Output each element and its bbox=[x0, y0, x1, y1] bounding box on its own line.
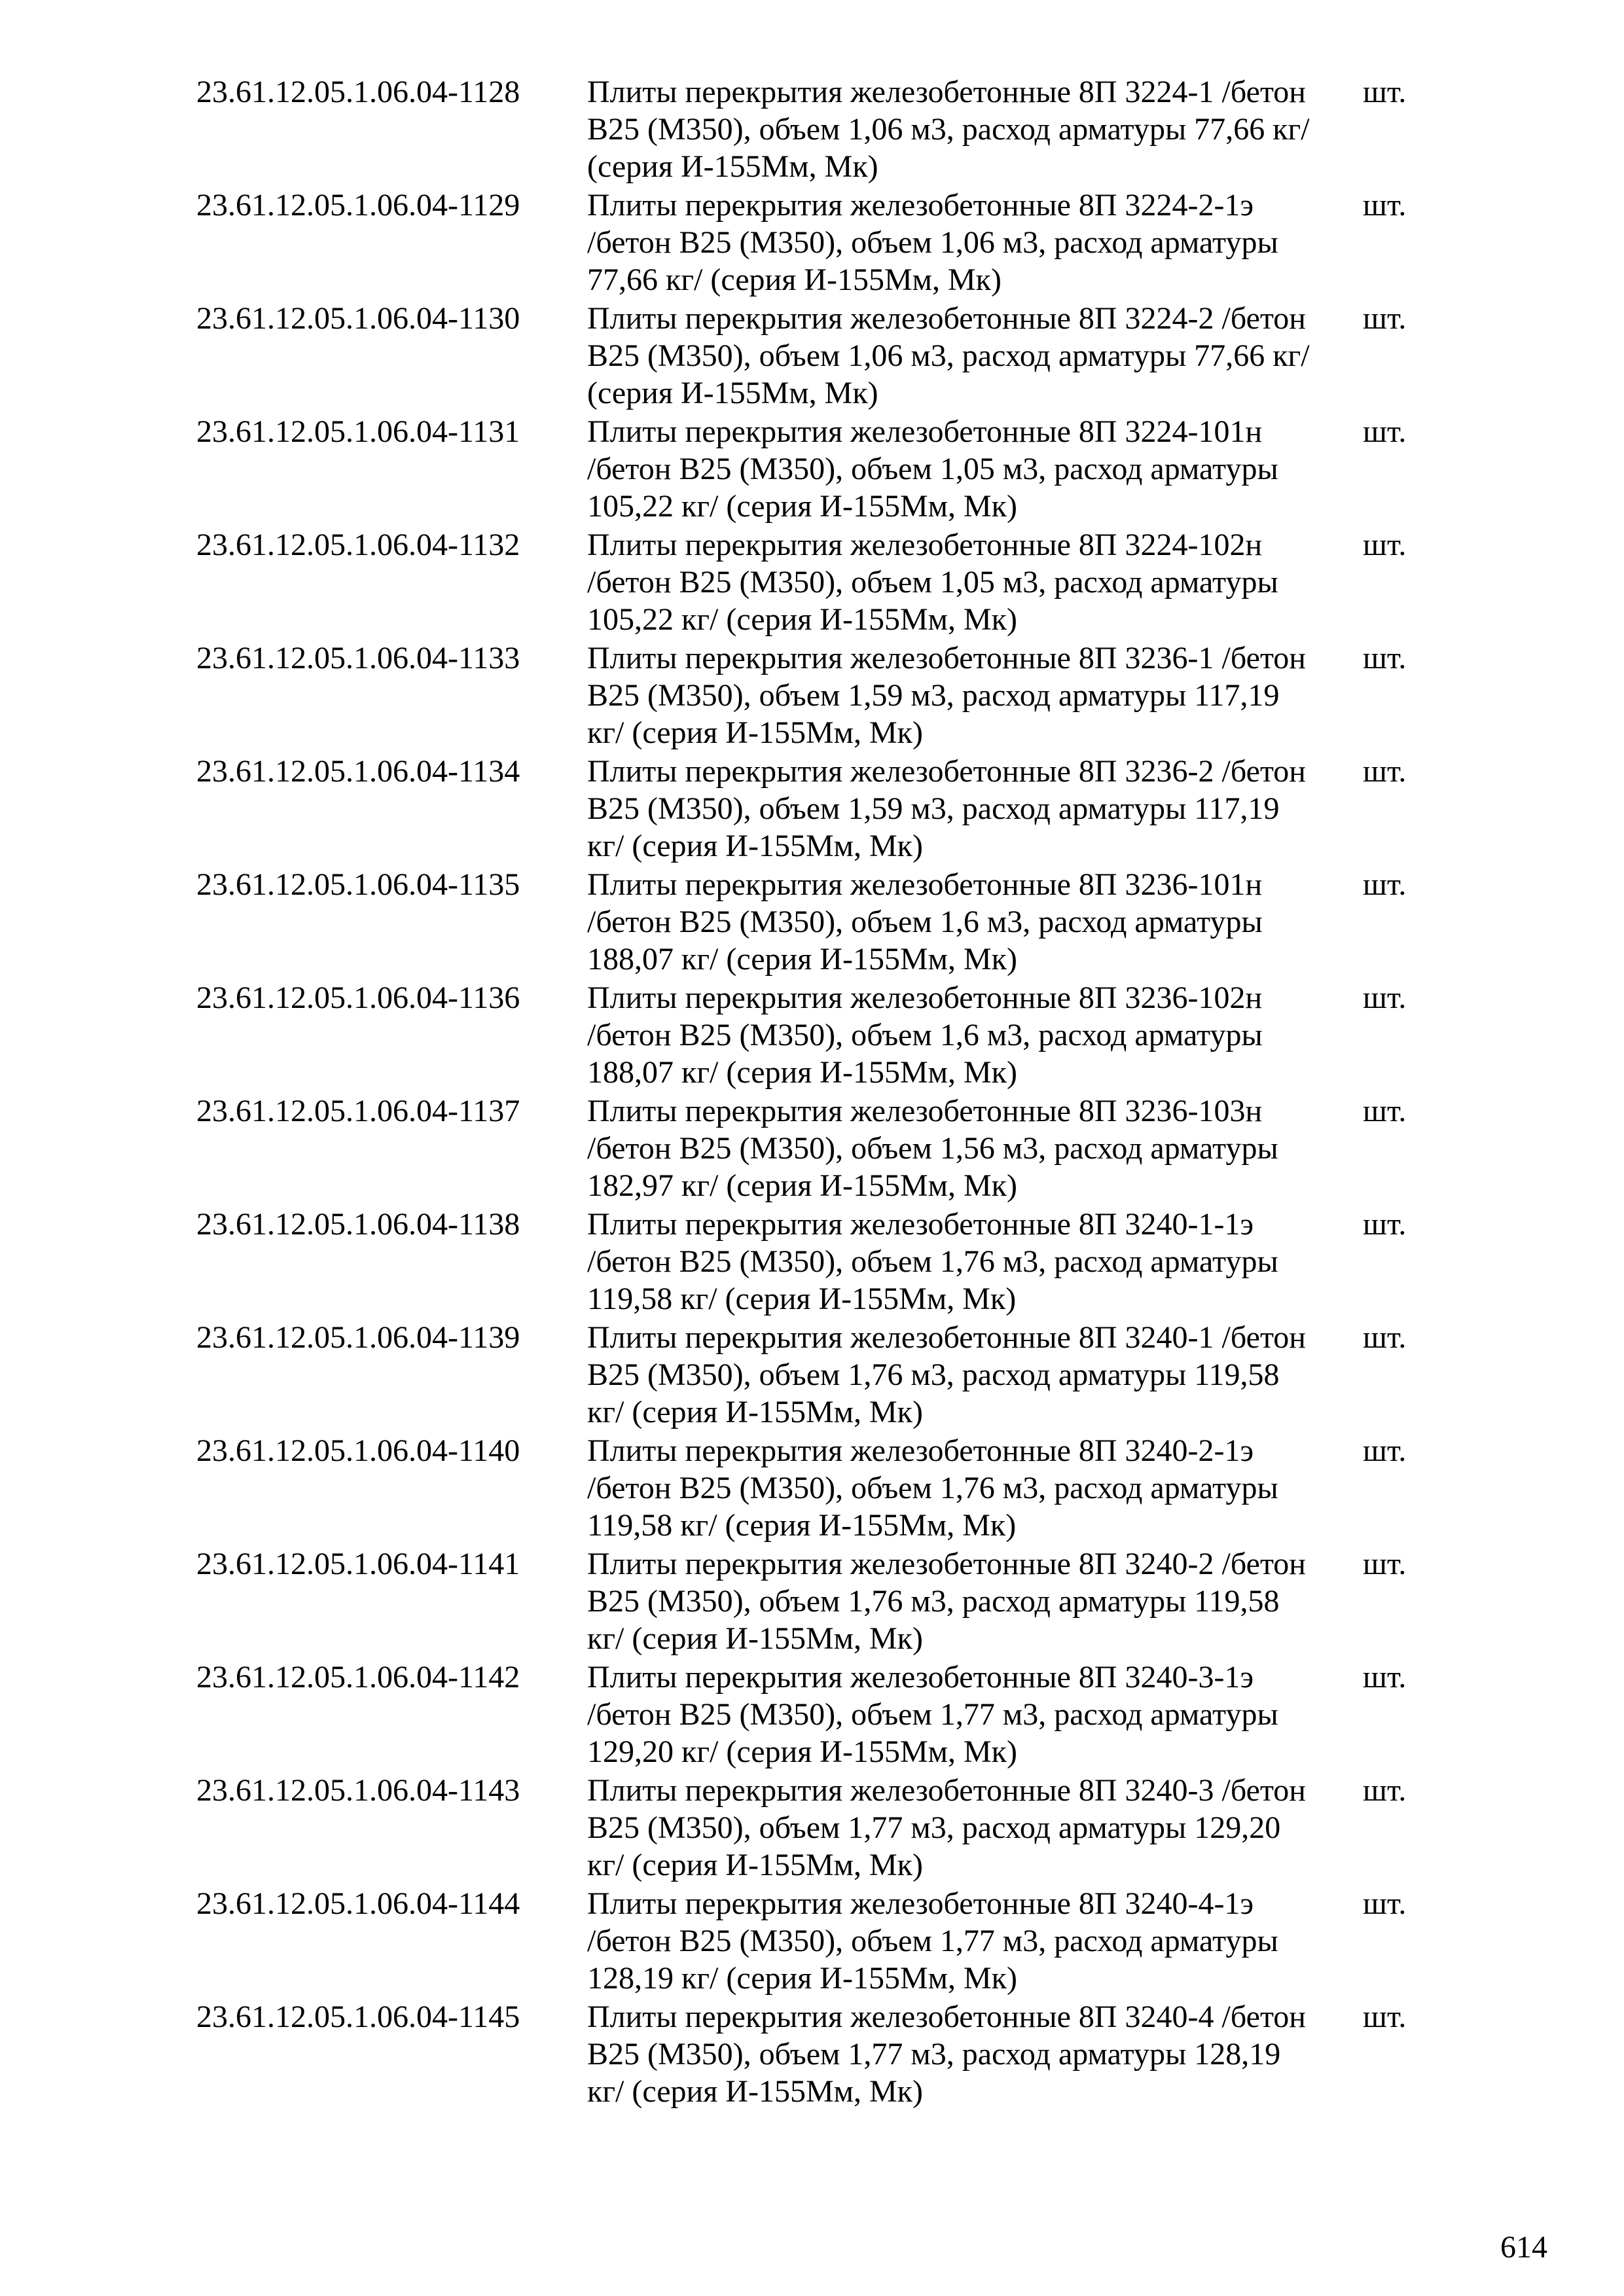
table-row bbox=[196, 1319, 1440, 1432]
description-line: кг/ (серия И-155Мм, Мк) bbox=[587, 829, 923, 863]
description-line: 77,66 кг/ (серия И-155Мм, Мк) bbox=[587, 262, 1001, 297]
description-line: /бетон В25 (М350), объем 1,76 м3, расход арматуры bbox=[587, 1471, 1278, 1505]
description-line: В25 (М350), объем 1,77 м3, расход арматуры 128,19 bbox=[587, 2037, 1281, 2072]
description-line: Плиты перекрытия железобетонные 8П 3240-2 /бетон bbox=[587, 1547, 1306, 1581]
table-row bbox=[196, 639, 1440, 753]
description-line: /бетон В25 (М350), объем 1,05 м3, расход арматуры bbox=[587, 565, 1278, 600]
description-line: Плиты перекрытия железобетонные 8П 3224-2-1э bbox=[587, 188, 1254, 223]
item-code: 23.61.12.05.1.06.04-1142 bbox=[196, 1660, 520, 1695]
description-line: Плиты перекрытия железобетонные 8П 3224-101н bbox=[587, 414, 1263, 449]
item-unit: шт. bbox=[1363, 867, 1407, 902]
page-number: 614 bbox=[1500, 2230, 1547, 2265]
description-line: 188,07 кг/ (серия И-155Мм, Мк) bbox=[587, 942, 1017, 977]
table-row bbox=[196, 979, 1440, 1092]
item-unit: шт. bbox=[1363, 1433, 1407, 1468]
description-line: 128,19 кг/ (серия И-155Мм, Мк) bbox=[587, 1961, 1017, 1996]
description-line: Плиты перекрытия железобетонные 8П 3224-2 /бетон bbox=[587, 301, 1306, 336]
item-description bbox=[587, 300, 1432, 412]
description-line: В25 (М350), объем 1,59 м3, расход арматуры 117,19 bbox=[587, 791, 1280, 826]
item-code: 23.61.12.05.1.06.04-1128 bbox=[196, 75, 520, 109]
item-description bbox=[587, 1092, 1432, 1204]
description-line: кг/ (серия И-155Мм, Мк) bbox=[587, 715, 923, 750]
item-code: 23.61.12.05.1.06.04-1133 bbox=[196, 641, 520, 675]
table-row bbox=[196, 526, 1440, 639]
table-row bbox=[196, 866, 1440, 979]
item-unit: шт. bbox=[1363, 1886, 1407, 1921]
table-row bbox=[196, 187, 1440, 300]
item-unit: шт. bbox=[1363, 1320, 1407, 1355]
item-code: 23.61.12.05.1.06.04-1131 bbox=[196, 414, 520, 449]
item-description bbox=[587, 1432, 1432, 1544]
table-row bbox=[196, 1092, 1440, 1206]
item-code: 23.61.12.05.1.06.04-1130 bbox=[196, 301, 520, 336]
item-unit: шт. bbox=[1363, 414, 1407, 449]
item-unit: шт. bbox=[1363, 1094, 1407, 1128]
item-unit: шт. bbox=[1363, 1207, 1407, 1242]
item-unit: шт. bbox=[1363, 641, 1407, 675]
table-row bbox=[196, 300, 1440, 413]
description-line: (серия И-155Мм, Мк) bbox=[587, 149, 878, 184]
item-unit: шт. bbox=[1363, 301, 1407, 336]
item-unit: шт. bbox=[1363, 528, 1407, 562]
description-line: В25 (М350), объем 1,76 м3, расход арматуры 119,58 bbox=[587, 1584, 1280, 1619]
item-description bbox=[587, 187, 1432, 298]
table-row bbox=[196, 753, 1440, 866]
description-line: /бетон В25 (М350), объем 1,6 м3, расход арматуры bbox=[587, 1018, 1263, 1052]
description-line: В25 (М350), объем 1,06 м3, расход арматуры 77,66 кг/ bbox=[587, 112, 1310, 147]
item-unit: шт. bbox=[1363, 1547, 1407, 1581]
item-code: 23.61.12.05.1.06.04-1141 bbox=[196, 1547, 520, 1581]
description-line: В25 (М350), объем 1,59 м3, расход арматуры 117,19 bbox=[587, 678, 1280, 713]
item-unit: шт. bbox=[1363, 188, 1407, 223]
description-line: Плиты перекрытия железобетонные 8П 3240-4-1э bbox=[587, 1886, 1254, 1921]
table-row bbox=[196, 73, 1440, 187]
description-line: 182,97 кг/ (серия И-155Мм, Мк) bbox=[587, 1168, 1017, 1203]
item-description bbox=[587, 753, 1432, 865]
table-row bbox=[196, 1659, 1440, 1772]
item-unit: шт. bbox=[1363, 1773, 1407, 1808]
description-line: Плиты перекрытия железобетонные 8П 3236-2 /бетон bbox=[587, 754, 1306, 789]
item-code: 23.61.12.05.1.06.04-1129 bbox=[196, 188, 520, 223]
item-description bbox=[587, 1206, 1432, 1318]
description-line: Плиты перекрытия железобетонные 8П 3236-102н bbox=[587, 980, 1263, 1015]
description-line: 188,07 кг/ (серия И-155Мм, Мк) bbox=[587, 1055, 1017, 1090]
item-description bbox=[587, 1659, 1432, 1770]
item-description bbox=[587, 979, 1432, 1091]
item-code: 23.61.12.05.1.06.04-1140 bbox=[196, 1433, 520, 1468]
item-code: 23.61.12.05.1.06.04-1136 bbox=[196, 980, 520, 1015]
description-line: Плиты перекрытия железобетонные 8П 3224-1 /бетон bbox=[587, 75, 1306, 109]
description-line: Плиты перекрытия железобетонные 8П 3236-103н bbox=[587, 1094, 1263, 1128]
table-row bbox=[196, 1206, 1440, 1319]
item-description bbox=[587, 1319, 1432, 1431]
item-code: 23.61.12.05.1.06.04-1137 bbox=[196, 1094, 520, 1128]
description-line: /бетон В25 (М350), объем 1,6 м3, расход арматуры bbox=[587, 905, 1263, 939]
description-line: В25 (М350), объем 1,06 м3, расход арматуры 77,66 кг/ bbox=[587, 338, 1310, 373]
description-line: кг/ (серия И-155Мм, Мк) bbox=[587, 1848, 923, 1882]
description-line: Плиты перекрытия железобетонные 8П 3240-3 /бетон bbox=[587, 1773, 1306, 1808]
table-row bbox=[196, 1772, 1440, 1885]
table-row bbox=[196, 413, 1440, 526]
description-line: /бетон В25 (М350), объем 1,77 м3, расход арматуры bbox=[587, 1924, 1278, 1958]
table-row bbox=[196, 1885, 1440, 1998]
item-description bbox=[587, 1998, 1432, 2110]
item-code: 23.61.12.05.1.06.04-1134 bbox=[196, 754, 520, 789]
description-line: Плиты перекрытия железобетонные 8П 3240-2-1э bbox=[587, 1433, 1254, 1468]
description-line: 119,58 кг/ (серия И-155Мм, Мк) bbox=[587, 1282, 1017, 1316]
item-code: 23.61.12.05.1.06.04-1143 bbox=[196, 1773, 520, 1808]
description-line: 105,22 кг/ (серия И-155Мм, Мк) bbox=[587, 489, 1017, 524]
item-code: 23.61.12.05.1.06.04-1145 bbox=[196, 2000, 520, 2034]
description-line: кг/ (серия И-155Мм, Мк) bbox=[587, 1395, 923, 1429]
description-line: В25 (М350), объем 1,77 м3, расход арматуры 129,20 bbox=[587, 1810, 1281, 1845]
description-line: В25 (М350), объем 1,76 м3, расход арматуры 119,58 bbox=[587, 1357, 1280, 1392]
catalog-table bbox=[196, 73, 1440, 2111]
item-unit: шт. bbox=[1363, 980, 1407, 1015]
description-line: 119,58 кг/ (серия И-155Мм, Мк) bbox=[587, 1508, 1017, 1543]
item-code: 23.61.12.05.1.06.04-1138 bbox=[196, 1207, 520, 1242]
description-line: /бетон В25 (М350), объем 1,56 м3, расход арматуры bbox=[587, 1131, 1278, 1166]
description-line: 105,22 кг/ (серия И-155Мм, Мк) bbox=[587, 602, 1017, 637]
item-code: 23.61.12.05.1.06.04-1135 bbox=[196, 867, 520, 902]
description-line: Плиты перекрытия железобетонные 8П 3236-101н bbox=[587, 867, 1263, 902]
description-line: /бетон В25 (М350), объем 1,76 м3, расход арматуры bbox=[587, 1244, 1278, 1279]
description-line: 129,20 кг/ (серия И-155Мм, Мк) bbox=[587, 1734, 1017, 1769]
item-description bbox=[587, 1772, 1432, 1884]
description-line: кг/ (серия И-155Мм, Мк) bbox=[587, 2074, 923, 2109]
description-line: /бетон В25 (М350), объем 1,05 м3, расход арматуры bbox=[587, 452, 1278, 486]
item-unit: шт. bbox=[1363, 2000, 1407, 2034]
table-row bbox=[196, 1432, 1440, 1545]
description-line: (серия И-155Мм, Мк) bbox=[587, 376, 878, 410]
table-row bbox=[196, 1998, 1440, 2111]
item-description bbox=[587, 1885, 1432, 1997]
item-description bbox=[587, 639, 1432, 751]
item-unit: шт. bbox=[1363, 754, 1407, 789]
item-code: 23.61.12.05.1.06.04-1132 bbox=[196, 528, 520, 562]
description-line: кг/ (серия И-155Мм, Мк) bbox=[587, 1621, 923, 1656]
description-line: Плиты перекрытия железобетонные 8П 3240-3-1э bbox=[587, 1660, 1254, 1695]
description-line: Плиты перекрытия железобетонные 8П 3236-1 /бетон bbox=[587, 641, 1306, 675]
description-line: Плиты перекрытия железобетонные 8П 3240-1 /бетон bbox=[587, 1320, 1306, 1355]
item-description bbox=[587, 413, 1432, 525]
description-line: /бетон В25 (М350), объем 1,06 м3, расход арматуры bbox=[587, 225, 1278, 260]
item-description bbox=[587, 526, 1432, 638]
item-description bbox=[587, 866, 1432, 978]
item-code: 23.61.12.05.1.06.04-1144 bbox=[196, 1886, 520, 1921]
item-unit: шт. bbox=[1363, 1660, 1407, 1695]
item-code: 23.61.12.05.1.06.04-1139 bbox=[196, 1320, 520, 1355]
item-unit: шт. bbox=[1363, 75, 1407, 109]
description-line: Плиты перекрытия железобетонные 8П 3240-4 /бетон bbox=[587, 2000, 1306, 2034]
item-description bbox=[587, 73, 1432, 185]
table-row bbox=[196, 1545, 1440, 1659]
description-line: Плиты перекрытия железобетонные 8П 3224-102н bbox=[587, 528, 1263, 562]
item-description bbox=[587, 1545, 1432, 1657]
description-line: /бетон В25 (М350), объем 1,77 м3, расход арматуры bbox=[587, 1697, 1278, 1732]
description-line: Плиты перекрытия железобетонные 8П 3240-1-1э bbox=[587, 1207, 1254, 1242]
